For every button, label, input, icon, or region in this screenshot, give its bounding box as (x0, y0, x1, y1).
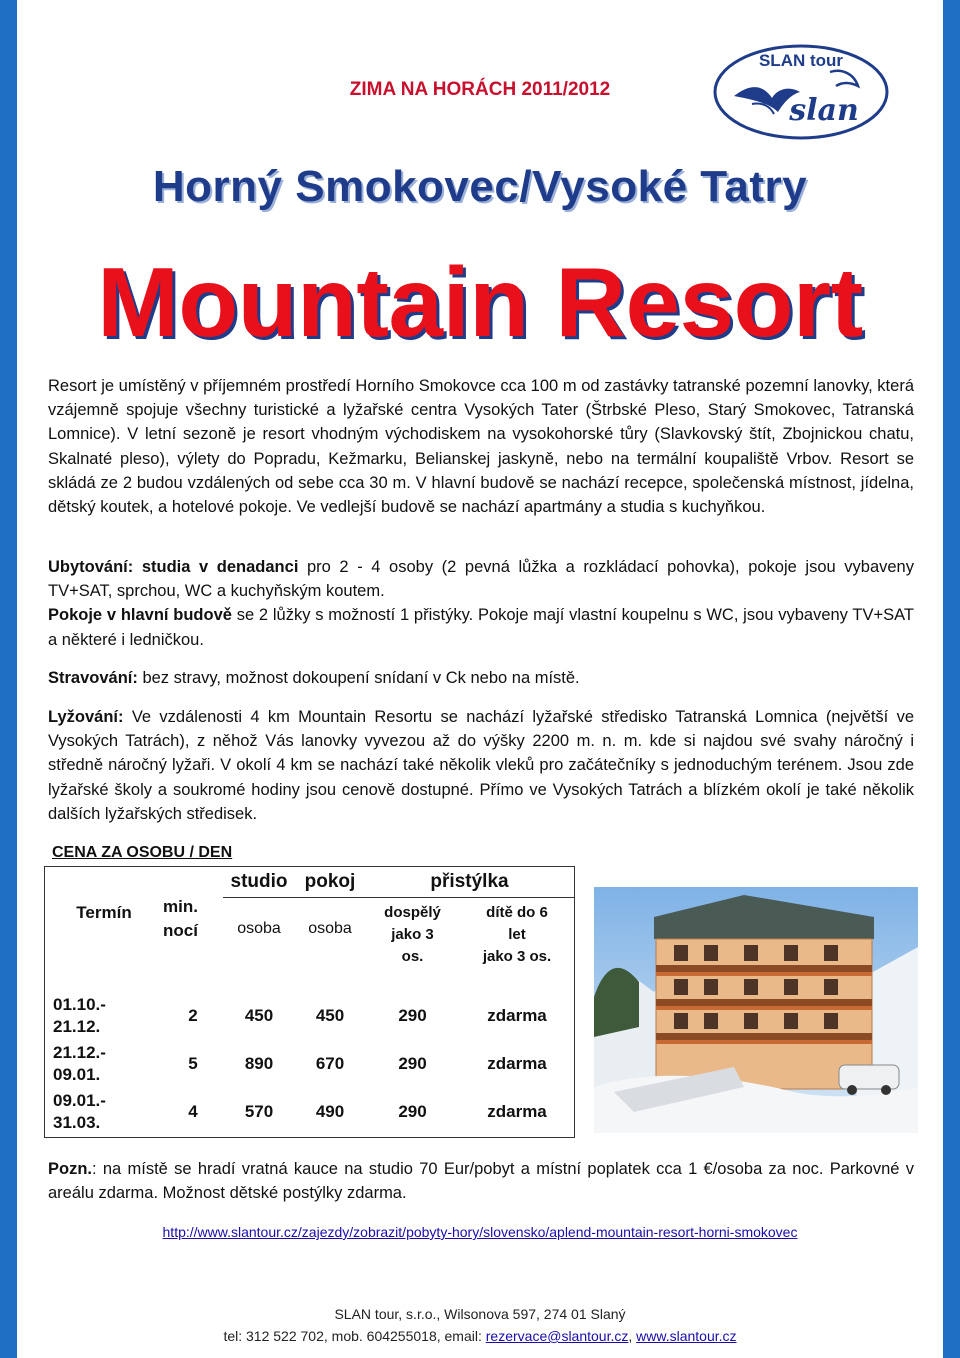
min-cell: 5 (188, 1054, 198, 1073)
col-min-header: min. nocí (163, 897, 198, 940)
min-cell (163, 1136, 223, 1138)
rooms-label: Pokoje v hlavní budově (48, 606, 232, 625)
note-label: Pozn. (48, 1160, 92, 1178)
term-cell: 21.12.- 09.01. (53, 1043, 106, 1084)
place-title: Horný Smokovec/Vysoké Tatry (152, 162, 808, 211)
table-row (45, 1136, 574, 1138)
pokoj-cell: 490 (315, 1102, 345, 1121)
sub-osoba-studio: osoba (237, 920, 281, 937)
accommodation-paragraph (48, 555, 914, 652)
studio-cell: 450 (244, 1006, 274, 1025)
child-cell (460, 1136, 574, 1138)
studio-cell (223, 1136, 295, 1138)
child-cell: zdarma (487, 1054, 547, 1073)
footer-contact-prefix: tel: 312 522 702, mob. 604255018, email: (223, 1328, 486, 1344)
season-heading: ZIMA NA HORÁCH 2011/2012 (349, 79, 611, 100)
price-table (44, 866, 575, 1138)
skiing-paragraph (48, 705, 914, 826)
resort-title: Mountain Resort (97, 247, 863, 357)
meals-paragraph (48, 666, 914, 690)
pokoj-cell: 670 (315, 1054, 345, 1073)
pokoj-cell: 450 (315, 1006, 345, 1025)
studio-cell: 570 (244, 1102, 274, 1121)
accommodation-label: Ubytování: studia v denadanci (48, 558, 299, 576)
rooms-text: se 2 lůžky s možností 1 přistýky. Pokoje mají vlastní koupelnu s WC, jsou vybaveny TV+SAT a některé i ledničkou. (48, 606, 914, 649)
intro-paragraph: Resort je umístěný v příjemném prostředí Horního Smokovce cca 100 m od zastávky tatranské pozemní lanovky, která vzájemně spojuje všechny turistické a lyžařské centra Vysokých Tater (Štrbské Pleso, Starý Smokovec, Tatranská Lomnice). V letní sezoně je resort vhodným východiskem na vysokohorské tůry (Slavkovský štít, Zbojnickou chatu, Skalnaté pleso), výlety do Popradu, Kežmarku, Belianskej jaskyně, nebo na termální koupaliště Vrbov. Resort se skládá ze 2 budou vzdálených od sebe cca 30 m. V hlavní budově se nachází recepce, společenská místnost, jídelna, dětský koutek, a hotelové pokoje. Ve vedlejší budově se nachází apartmány a studia s kuchyňkou. (48, 377, 914, 517)
email-link[interactable]: rezervace@slantour.cz (485, 1328, 629, 1344)
price-table-title: CENA ZA OSOBU / DEN (52, 844, 233, 861)
adult-cell: 290 (398, 1102, 427, 1121)
logo-text: SLAN tour (758, 51, 844, 70)
min-cell: 4 (188, 1102, 198, 1121)
accommodation-text: pro 2 - 4 osoby (2 pevná lůžka a rozkládací pohovka), pokoje jsou vybaveny TV+SAT, sprchou, WC a kuchyňským koutem. (48, 558, 914, 601)
note-text: : na místě se hradí vratná kauce na studio 70 Eur/pobyt a místní poplatek cca 1 €/osoba za noc. Parkovné v areálu zdarma. Možnost dětské postýlky zdarma. (48, 1160, 914, 1203)
meals-label: Stravování: (48, 669, 138, 687)
sub-osoba-pokoj: osoba (308, 920, 352, 937)
website-link[interactable]: www.slantour.cz (636, 1328, 737, 1344)
table-row (45, 1040, 574, 1088)
footer-separator: , (628, 1328, 637, 1344)
term-cell (45, 1136, 163, 1138)
table-header-row (45, 867, 574, 898)
child-cell: zdarma (487, 1102, 547, 1121)
skiing-label: Lyžování: (48, 708, 124, 726)
footer-contact (0, 1328, 960, 1344)
resort-building-photo (594, 887, 918, 1133)
adult-cell (365, 1136, 460, 1138)
sub-adult: dospělý jako 3 os. (384, 904, 441, 965)
child-cell: zdarma (487, 1006, 547, 1025)
offer-link[interactable]: http://www.slantour.cz/zajezdy/zobrazit/pobyty-hory/slovensko/aplend-mountain-resort-horni-smokovec (162, 1224, 798, 1240)
group-studio-header: studio (223, 867, 295, 898)
table-row (45, 992, 574, 1040)
slan-tour-logo (712, 42, 890, 142)
min-cell: 2 (188, 1006, 198, 1025)
skiing-text: Ve vzdálenosti 4 km Mountain Resortu se nachází lyžařské středisko Tatranská Lomnica (největší ve Vysokých Tatrách), z něhož Vás lanovky vyvezou až do výšky 2200 m. n. m. kde si najdou své svahy náročný i středně náročný lyžaři. V okolí 4 km se nachází také několik vleků pro začátečníky s jednoduchým terénem. Jsou zde lyžařské školy a soukromé hodiny jsou cenově dostupné. Přímo ve Vysokých Tatrách a blízkém okolí je také několik dalších lyžařských středisek. (48, 708, 914, 823)
note-paragraph (48, 1157, 914, 1205)
term-cell: 09.01.- 31.03. (53, 1091, 106, 1132)
term-cell: 01.10.- 21.12. (53, 995, 106, 1036)
adult-cell: 290 (398, 1054, 427, 1073)
footer-company: SLAN tour, s.r.o., Wilsonova 597, 274 01 Slaný (334, 1306, 626, 1322)
group-pristylka-header: přistýlka (365, 867, 574, 898)
pokoj-cell (295, 1136, 365, 1138)
col-term-header: Termín (76, 902, 132, 922)
meals-text: bez stravy, možnost dokoupení snídaní v Ck nebo na místě. (137, 669, 580, 687)
group-pokoj-header: pokoj (295, 867, 365, 898)
adult-cell: 290 (398, 1006, 427, 1025)
table-row (45, 1088, 574, 1136)
studio-cell: 890 (244, 1054, 274, 1073)
logo-script: slan (789, 93, 859, 128)
sub-child: dítě do 6 let jako 3 os. (482, 904, 552, 965)
